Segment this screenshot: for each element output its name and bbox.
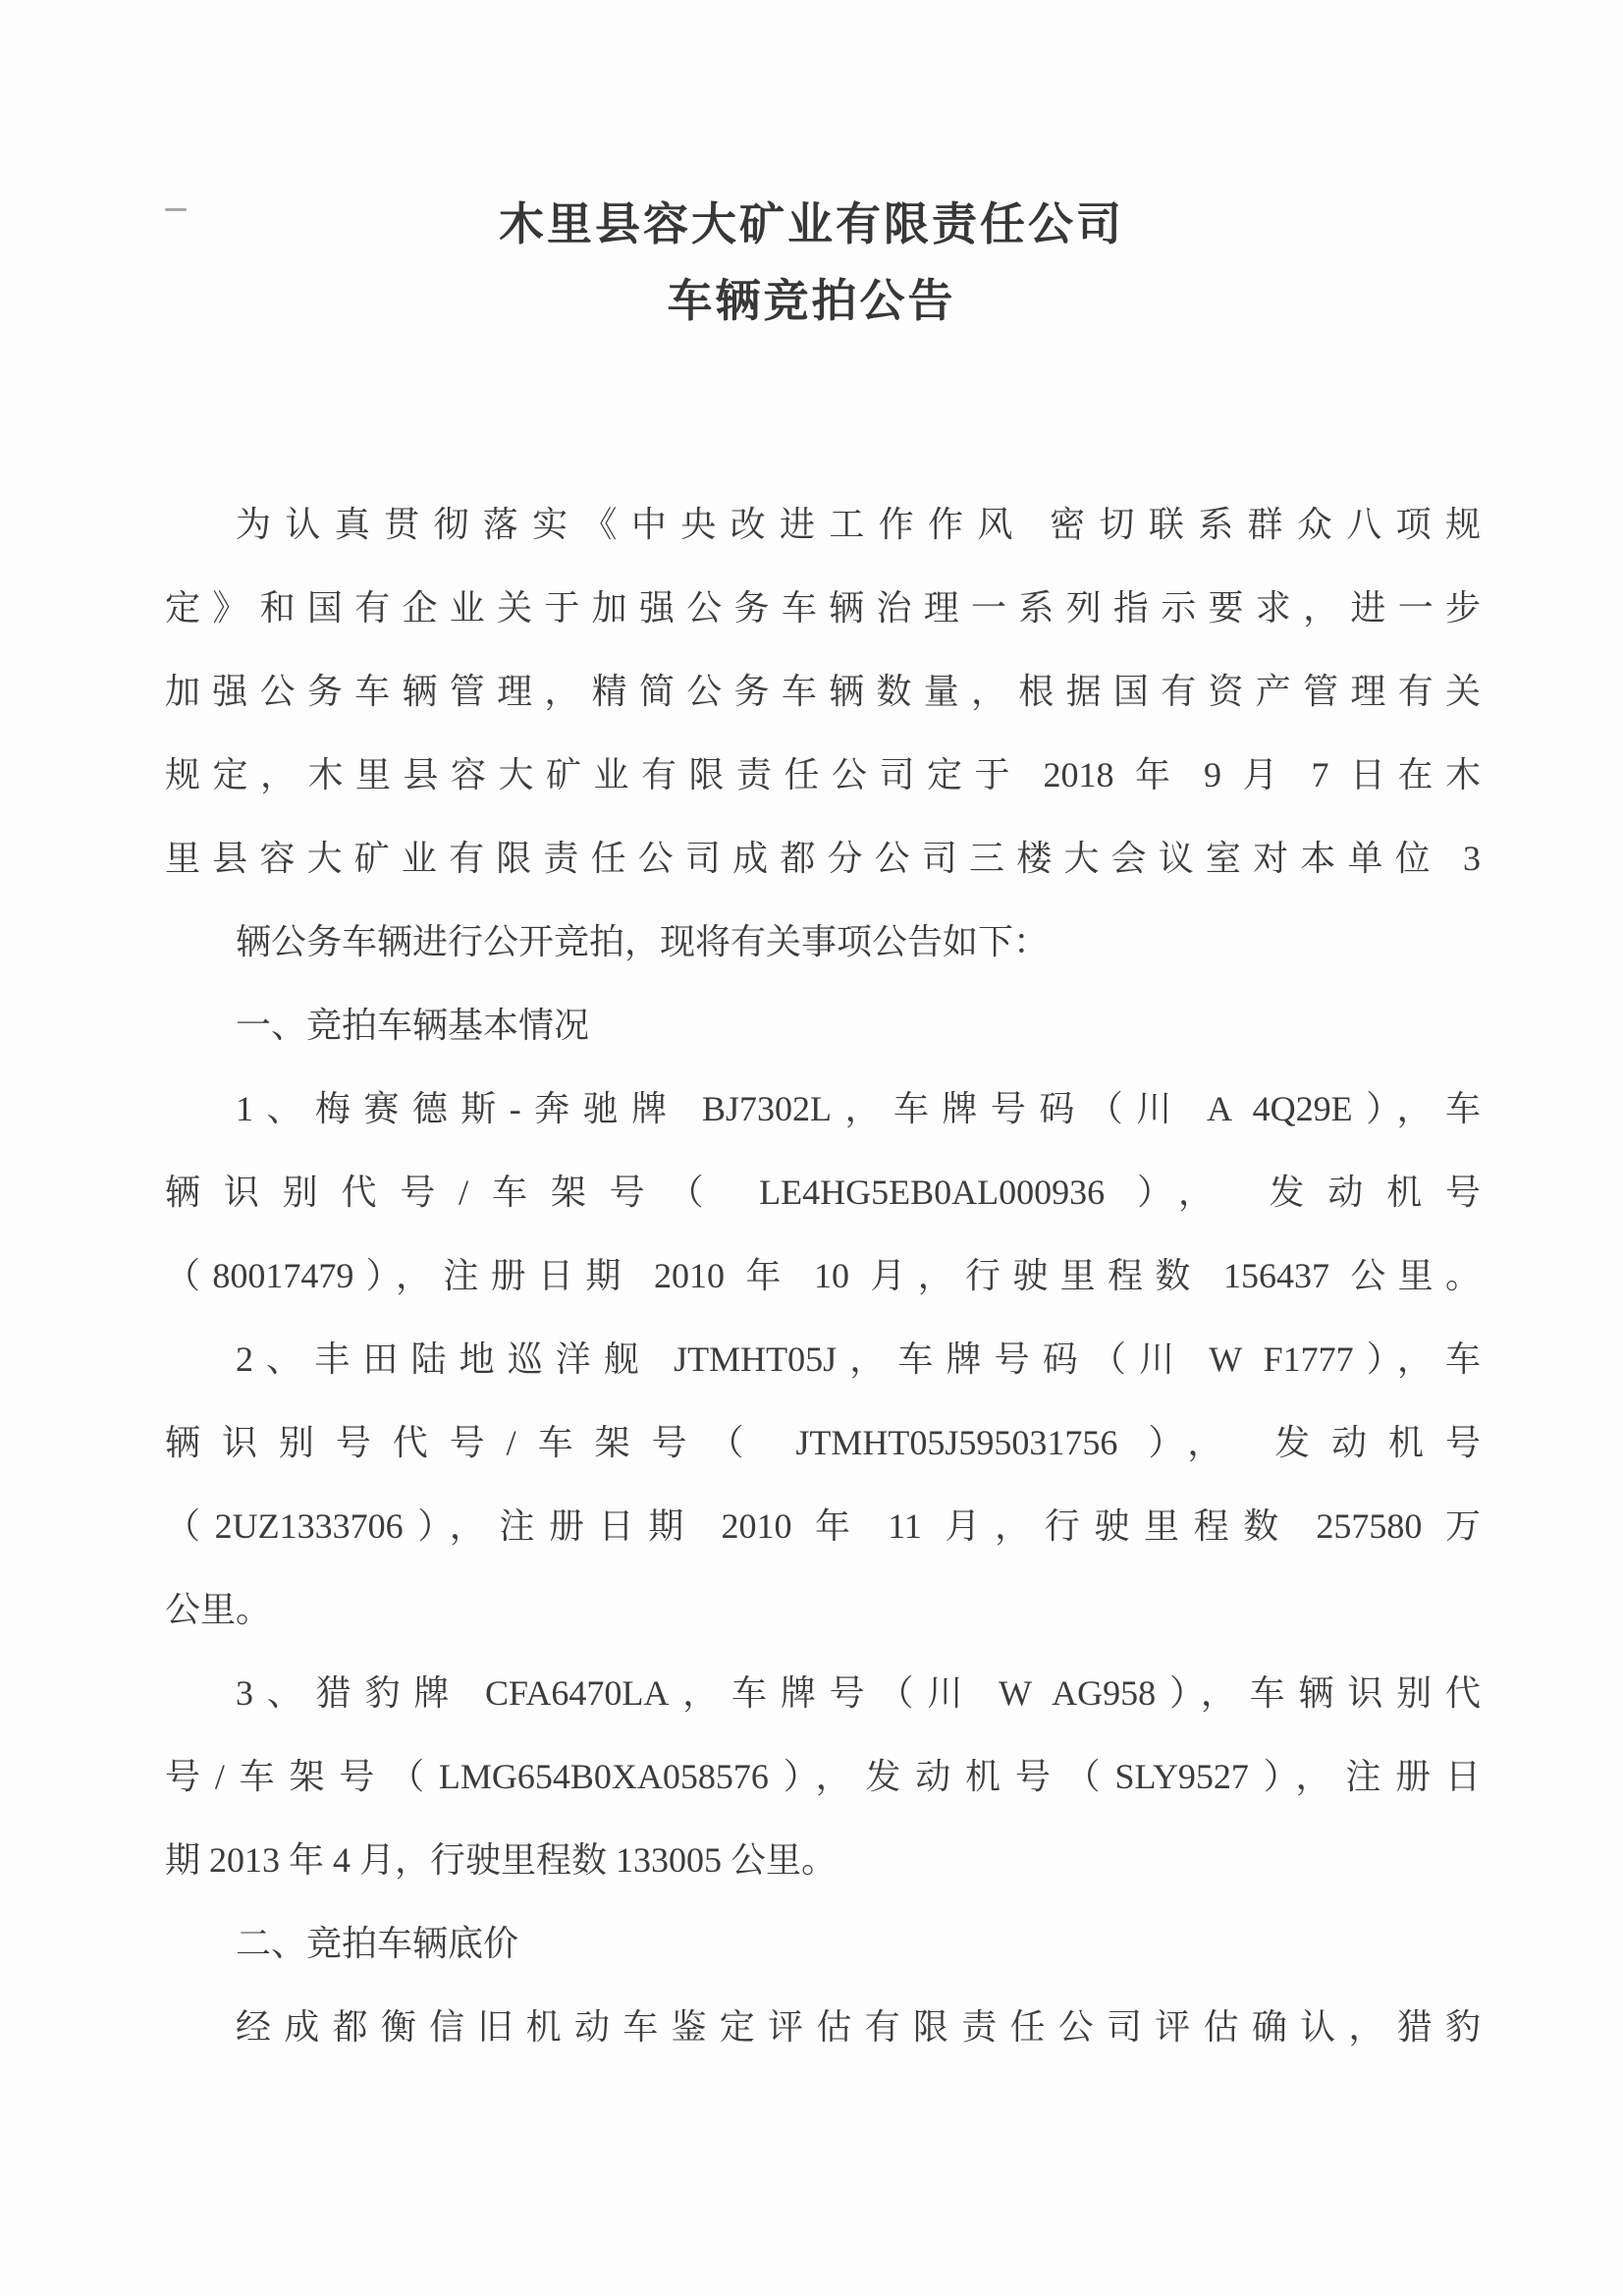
- body-line: 经成都衡信旧机动车鉴定评估有限责任公司评估确认，猎豹: [236, 2007, 1481, 2047]
- body-line: 公里。: [165, 1590, 272, 1629]
- document-title: [0, 0, 1623, 340]
- section-heading-2: 二、竞拍车辆底价: [236, 1924, 519, 1963]
- scan-artifact: [165, 208, 187, 211]
- body-line: 为认真贯彻落实《中央改进工作作风 密切联系群众八项规: [236, 505, 1481, 544]
- body-line: 加强公务车辆管理，精简公务车辆数量，根据国有资产管理有关: [165, 672, 1481, 711]
- body-line: 辆公务车辆进行公开竞拍，现将有关事项公告如下：: [236, 922, 1050, 961]
- body-line: 期 2013 年 4 月，行驶里程数 133005 公里。: [165, 1840, 838, 1880]
- body-line: 里县容大矿业有限责任公司成都分公司三楼大会议室对本单位 3: [165, 839, 1481, 878]
- body-line: （2UZ1333706），注册日期 2010 年 11 月，行驶里程数 257580 万: [165, 1506, 1481, 1546]
- body-line: 2、丰田陆地巡洋舰 JTMHT05J，车牌号码（川 W F1777），车: [236, 1339, 1481, 1379]
- title-line-company: 木里县容大矿业有限责任公司: [499, 199, 1124, 249]
- body-line: 规定，木里县容大矿业有限责任公司定于 2018 年 9 月 7 日在木: [165, 755, 1481, 794]
- body-line: 辆识别代号/车架号（ LE4HG5EB0AL000936 ）， 发动机号: [165, 1173, 1481, 1212]
- section-heading-1: 一、竞拍车辆基本情况: [236, 1006, 590, 1045]
- body-line: 辆识别号代号/车架号（ JTMHT05J595031756 ）， 发动机号: [165, 1423, 1481, 1462]
- title-line-announcement: 车辆竞拍公告: [667, 276, 956, 326]
- body-line: 定》和国有企业关于加强公务车辆治理一系列指示要求，进一步: [165, 588, 1481, 628]
- body-line: 1、梅赛德斯-奔驰牌 BJ7302L，车牌号码（川 A 4Q29E），车: [236, 1089, 1481, 1128]
- body-line: （80017479），注册日期 2010 年 10 月，行驶里程数 156437 公里。: [165, 1256, 1481, 1295]
- document-body: [165, 483, 1481, 2069]
- body-line: 3、猎豹牌 CFA6470LA，车牌号（川 W AG958），车辆识别代: [236, 1673, 1481, 1713]
- body-line: 号/车架号（LMG654B0XA058576），发动机号（SLY9527），注册日: [165, 1757, 1481, 1796]
